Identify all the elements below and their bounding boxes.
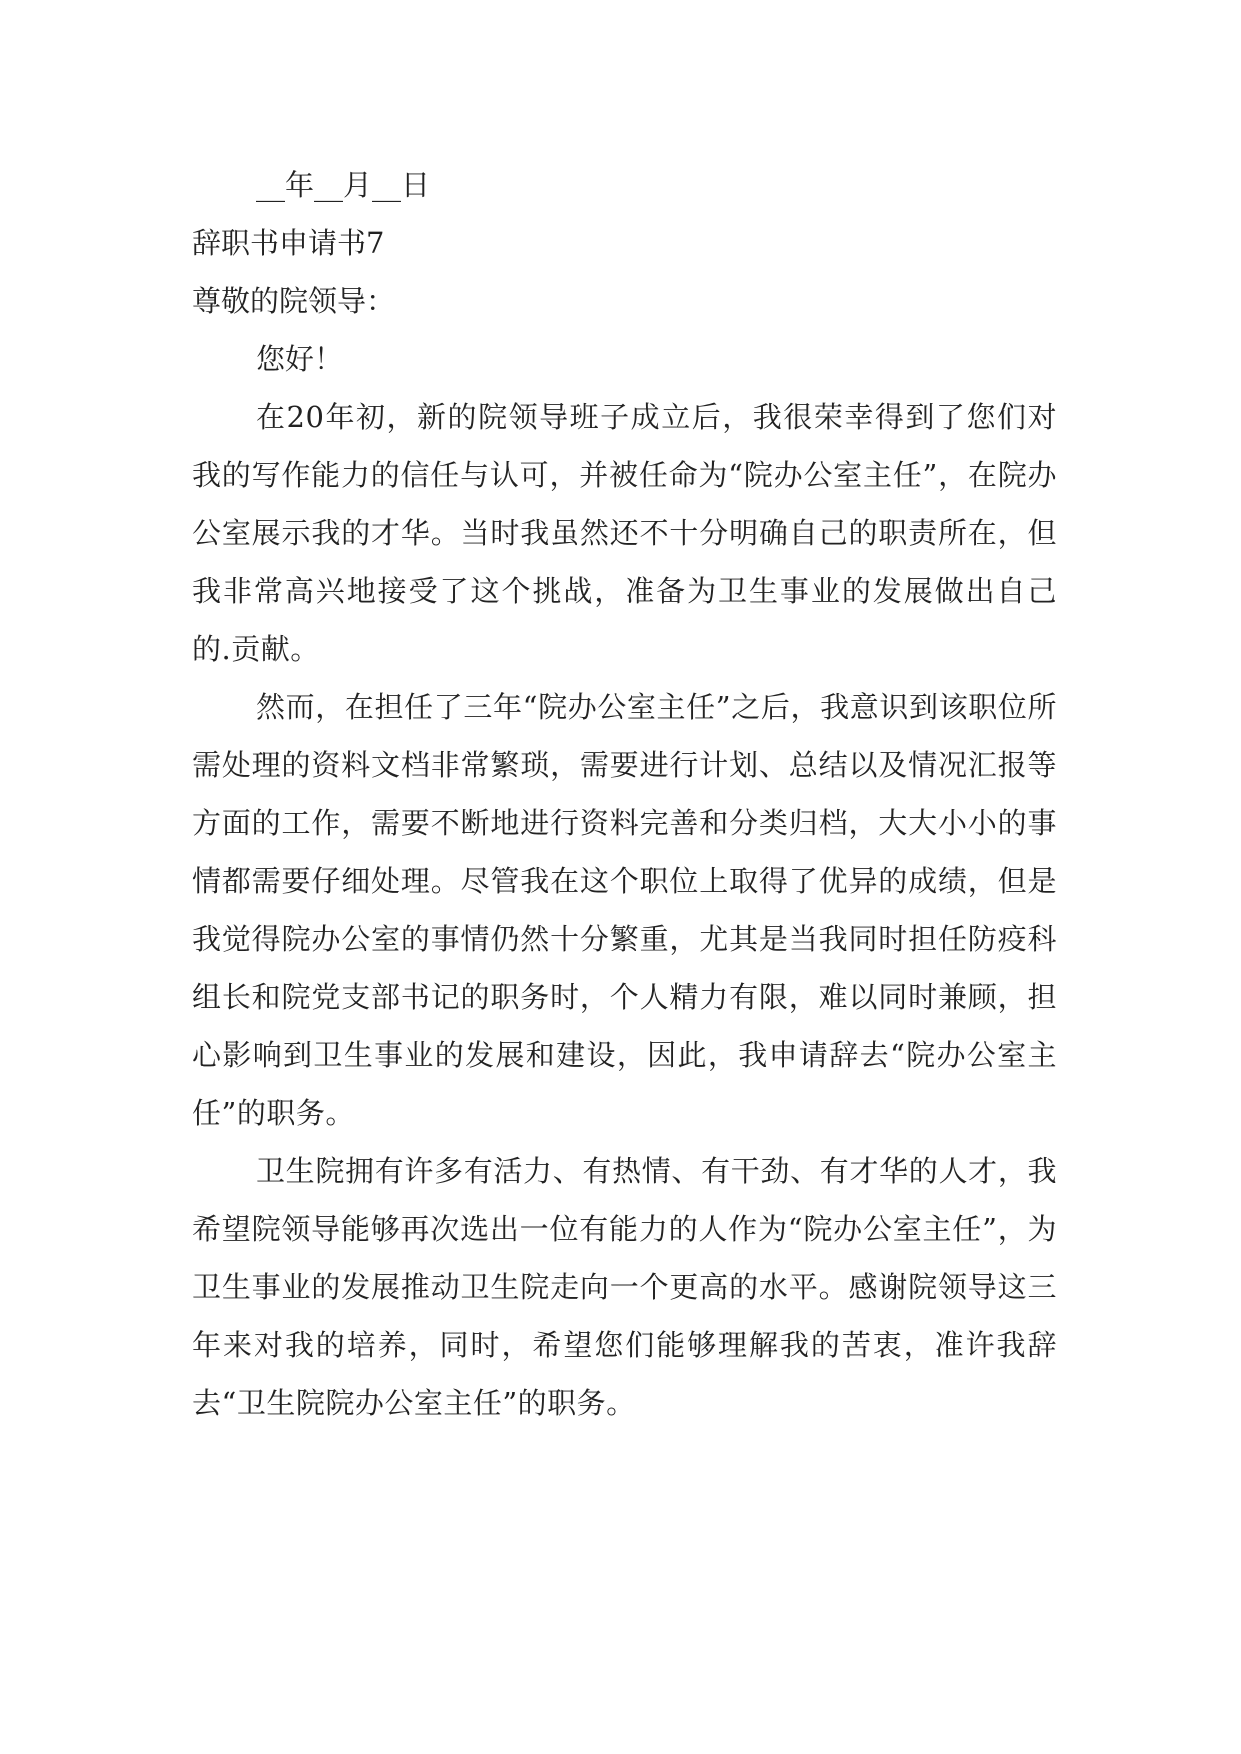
- paragraph-3: 卫生院拥有许多有活力、有热情、有干劲、有才华的人才，我希望院领导能够再次选出一位有能力的人作为“院办公室主任”，为卫生事业的发展推动卫生院走向一个更高的水平。感谢院领导这三年来对我的培养，同时，希望您们能够理解我的苦衷，准许我辞去“卫生院院办公室主任”的职务。: [192, 1154, 1057, 1420]
- greeting: 您好！: [256, 342, 344, 376]
- paragraph-2: 然而，在担任了三年“院办公室主任”之后，我意识到该职位所需处理的资料文档非常繁琐，需要进行计划、总结以及情况汇报等方面的工作，需要不断地进行资料完善和分类归档，大大小小的事情都需要仔细处理。尽管我在这个职位上取得了优异的成绩，但是我觉得院办公室的事情仍然十分繁重，尤其是当我同时担任防疫科组长和院党支部书记的职务时，个人精力有限，难以同时兼顾，担心影响到卫生事业的发展和建设，因此，我申请辞去“院办公室主任”的职务。: [192, 690, 1057, 1130]
- document-title: 辞职书申请书7: [192, 226, 385, 260]
- date-line: __年__月__日: [256, 168, 431, 202]
- salutation: 尊敬的院领导：: [192, 284, 396, 318]
- document-body: [192, 156, 1057, 1432]
- paragraph-1: 在20年初，新的院领导班子成立后，我很荣幸得到了您们对我的写作能力的信任与认可，并被任命为“院办公室主任”，在院办公室展示我的才华。当时我虽然还不十分明确自己的职责所在，但我非常高兴地接受了这个挑战，准备为卫生事业的发展做出自己的.贡献。: [192, 400, 1057, 666]
